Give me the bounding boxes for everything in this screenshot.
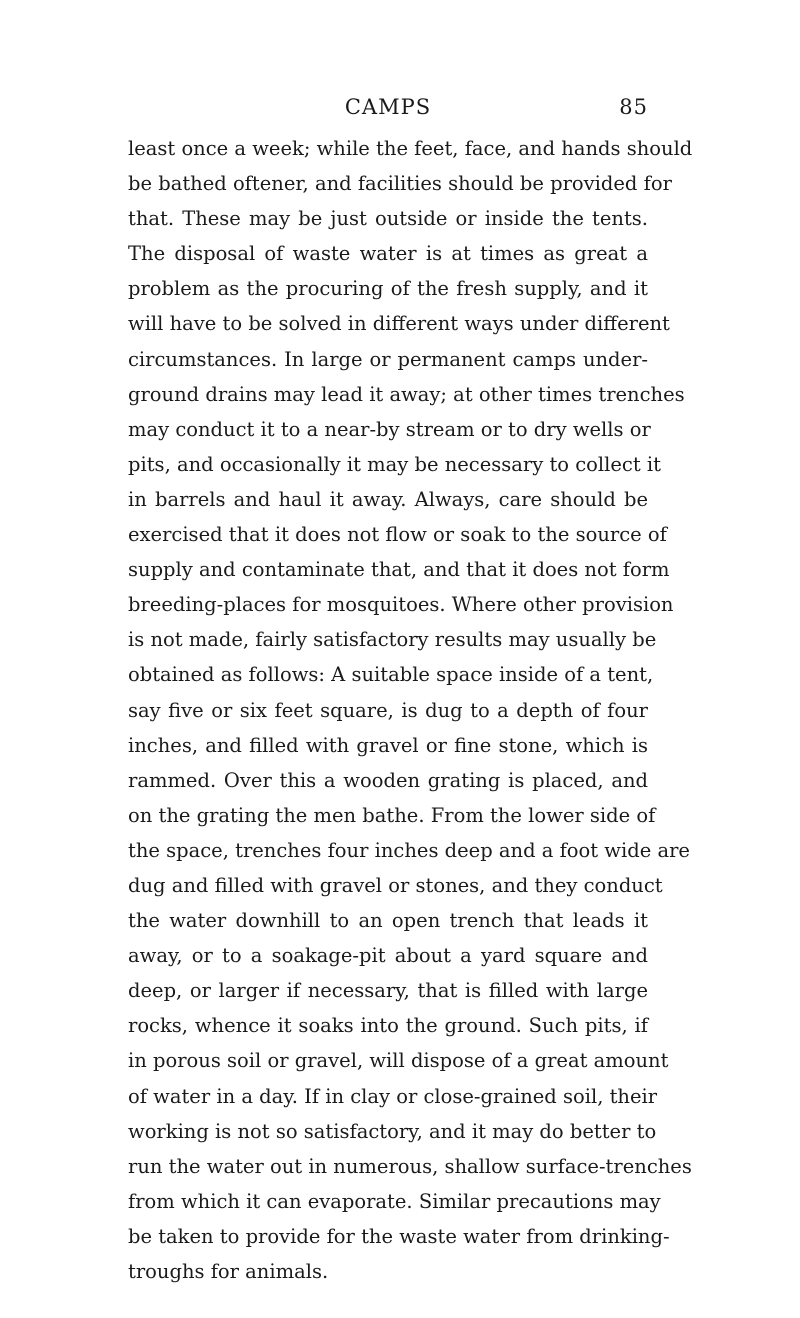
text-line: run the water out in numerous, shallow surface-trenches xyxy=(128,1154,692,1178)
text-line: from which it can evaporate. Similar precautions may xyxy=(128,1189,661,1213)
text-line: the water downhill to an open trench that leads it xyxy=(128,909,648,933)
text-line: obtained as follows: A suitable space inside of a tent, xyxy=(128,663,654,687)
page-number: 85 xyxy=(619,95,648,119)
running-head xyxy=(128,95,648,131)
text-line: least once a week; while the feet, face, and hands should xyxy=(128,137,693,160)
text-line: rocks, whence it soaks into the ground. Such pits, if xyxy=(128,1014,648,1038)
body-paragraph xyxy=(128,131,693,1289)
text-line: dug and filled with gravel or stones, and they conduct xyxy=(128,873,663,897)
text-line: pits, and occasionally it may be necessary to collect it xyxy=(128,452,661,476)
text-line: supply and contaminate that, and that it does not form xyxy=(128,558,670,582)
text-line: be taken to provide for the waste water from drinking- xyxy=(128,1224,670,1248)
running-title: CAMPS xyxy=(344,95,432,119)
text-line: working is not so satisfactory, and it may do better to xyxy=(128,1119,657,1143)
text-line: ground drains may lead it away; at other times trenches xyxy=(128,382,685,406)
text-line: is not made, fairly satisfactory results may usually be xyxy=(128,628,657,652)
text-line: be bathed oftener, and facilities should be provided for xyxy=(128,172,672,196)
text-line: breeding-places for mosquitoes. Where other provision xyxy=(128,593,674,617)
text-line: say five or six feet square, is dug to a depth of four xyxy=(128,698,648,722)
text-line: will have to be solved in different ways under different xyxy=(128,312,670,336)
text-line: in porous soil or gravel, will dispose of a great amount xyxy=(128,1049,669,1073)
text-line: on the grating the men bathe. From the lower side of xyxy=(128,803,656,827)
text-line: may conduct it to a near-by stream or to dry wells or xyxy=(128,417,651,441)
text-line: The disposal of waste water is at times as great a xyxy=(128,242,648,266)
text-line: rammed. Over this a wooden grating is placed, and xyxy=(128,768,648,792)
text-line: that. These may be just outside or inside the tents. xyxy=(128,207,648,231)
text-line: of water in a day. If in clay or close-grained soil, their xyxy=(128,1084,658,1108)
text-line: in barrels and haul it away. Always, care should be xyxy=(128,487,648,511)
text-line: the space, trenches four inches deep and a foot wide are xyxy=(128,838,690,862)
text-line: problem as the procuring of the fresh supply, and it xyxy=(128,277,648,301)
text-line: troughs for animals. xyxy=(128,1260,329,1283)
book-page xyxy=(128,95,693,1289)
text-line: away, or to a soakage-pit about a yard square and xyxy=(128,944,648,968)
text-line: circumstances. In large or permanent camps under- xyxy=(128,347,648,371)
text-line: inches, and filled with gravel or fine stone, which is xyxy=(128,733,648,757)
text-line: exercised that it does not flow or soak to the source of xyxy=(128,523,667,547)
text-line: deep, or larger if necessary, that is filled with large xyxy=(128,979,648,1003)
